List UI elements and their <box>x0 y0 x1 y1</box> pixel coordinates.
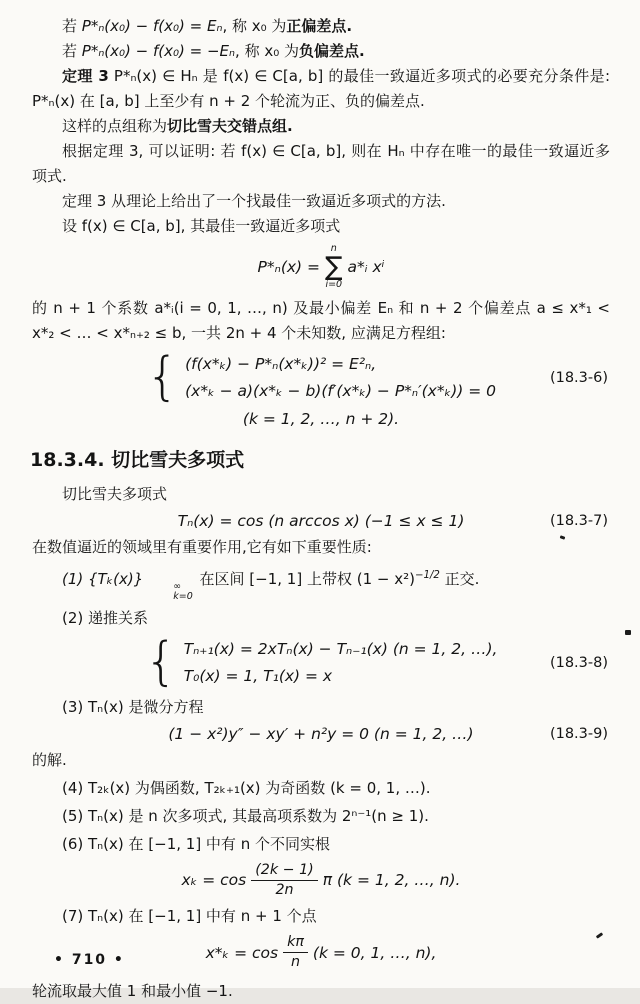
left-brace: { <box>146 347 180 408</box>
equation-body: (1 − x²)y″ − xy′ + n²y = 0 (n = 1, 2, …) <box>168 724 474 743</box>
paragraph-uniqueness: 根据定理 3, 可以证明: 若 f(x) ∈ C[a, b], 则在 Hₙ 中存在唯一的最佳一致逼近多项式. <box>32 142 610 185</box>
paragraph-chebyshev-lead: 切比雪夫多项式 <box>62 484 168 503</box>
equation-post: (k = 0, 1, …, n), <box>312 943 437 962</box>
paragraph-alternating: 轮流取最大值 1 和最小值 −1. <box>32 982 233 1001</box>
text-run: 若 <box>62 42 82 60</box>
fraction <box>283 934 308 971</box>
equation-number-18-3-6: (18.3-6) <box>549 370 608 387</box>
theorem-text: P*ₙ(x) ∈ Hₙ 是 f(x) ∈ C[a, b] 的最佳一致逼近多项式的必要充分条件是: P*ₙ(x) 在 [a, b] 上至少有 n + 2 个轮流为正、负的偏差点. <box>32 67 610 110</box>
property-item-6: (6) Tₙ(x) 在 [−1, 1] 中有 n 个不同实根 <box>62 834 330 853</box>
paragraph-solution: 的解. <box>32 750 67 769</box>
property-item-1 <box>32 563 610 603</box>
equation-system-block <box>144 632 498 693</box>
system-line-1: (f(x*ₖ) − P*ₙ(x*ₖ))² = E²ₙ, <box>185 354 377 373</box>
equation-pre: x*ₖ = cos <box>205 943 279 962</box>
paragraph-theorem-3 <box>32 64 610 114</box>
weight-exponent: −1/2 <box>414 569 440 581</box>
paragraph-importance: 在数值逼近的领域里有重要作用,它有如下重要性质: <box>32 537 372 556</box>
equation-18-3-8 <box>32 632 610 693</box>
system-line-2: T₀(x) = 1, T₁(x) = x <box>183 666 333 685</box>
equation-lhs: P*ₙ(x) = <box>257 258 321 277</box>
set-limits <box>143 582 193 603</box>
text-run: , 称 x₀ 为 <box>235 42 299 60</box>
math-run: (1) {Tₖ(x)} <box>62 569 144 588</box>
summation-lower-limit: i=0 <box>325 279 343 291</box>
paragraph-negative-deviation <box>32 39 610 64</box>
equation-18-3-6 <box>32 347 610 432</box>
equation-system-block <box>146 347 496 432</box>
equation-number-18-3-8: (18.3-8) <box>549 654 608 671</box>
text-run: 这样的点组称为 <box>62 117 168 135</box>
property-item-7: (7) Tₙ(x) 在 [−1, 1] 中有 n + 1 个点 <box>62 906 317 925</box>
property-item-5: (5) Tₙ(x) 是 n 次多项式, 其最高项系数为 2ⁿ⁻¹(n ≥ 1). <box>62 806 429 825</box>
system-line-2: (x*ₖ − a)(x*ₖ − b)(f′(x*ₖ) − P*ₙ′(x*ₖ)) = 0 <box>185 381 496 400</box>
fraction-numerator: kπ <box>283 934 308 953</box>
left-brace: { <box>144 632 178 693</box>
property-item-4: (4) T₂ₖ(x) 为偶函数, T₂ₖ₊₁(x) 为奇函数 (k = 0, 1, …). <box>62 778 431 797</box>
equation-post: π (k = 1, 2, …, n). <box>322 871 461 890</box>
sigma-symbol: ∑ <box>325 252 343 283</box>
paragraph-alternation-set <box>32 114 610 139</box>
term-chebyshev-alternation-set: 切比雪夫交错点组. <box>167 117 293 135</box>
summation <box>325 244 343 291</box>
text-run: 若 <box>62 17 82 35</box>
term-negative-deviation-point: 负偏差点. <box>299 42 365 60</box>
text-run: 正交. <box>439 569 480 588</box>
term-positive-deviation-point: 正偏差点. <box>286 17 353 35</box>
equation-18-3-7 <box>32 512 610 530</box>
paragraph-method: 定理 3 从理论上给出了一个找最佳一致逼近多项式的方法. <box>62 192 446 210</box>
page-number-footer: • 710 • <box>54 952 125 968</box>
paragraph-setup: 设 f(x) ∈ C[a, b], 其最佳一致逼近多项式 <box>62 217 341 235</box>
equation-rhs: a*ᵢ xⁱ <box>347 258 385 277</box>
text-run: 在区间 [−1, 1] 上带权 (1 − x²) <box>194 569 415 588</box>
section-heading-18-3-4: 18.3.4. 切比雪夫多项式 <box>30 448 245 471</box>
equation-body: Tₙ(x) = cos (n arccos x) (−1 ≤ x ≤ 1) <box>177 511 465 530</box>
summation-upper-limit: n <box>330 243 337 254</box>
paragraph-positive-deviation <box>32 14 610 39</box>
fraction-numerator: (2k − 1) <box>251 862 318 881</box>
scan-speck <box>625 630 631 635</box>
fraction-denominator: n <box>290 954 301 971</box>
system-condition: (k = 1, 2, …, n + 2). <box>242 409 400 428</box>
equation-roots <box>32 862 610 899</box>
set-lower-limit: k=0 <box>173 591 193 603</box>
equation-pre: xₖ = cos <box>181 871 247 890</box>
paragraph-unknowns: 的 n + 1 个系数 a*ᵢ(i = 0, 1, …, n) 及最小偏差 Eₙ 和 n + 2 个偏差点 a ≤ x*₁ < x*₂ < … < x*ₙ₊₂ ≤ b, 一共 2n + 4 个未知数, 应满足方程组: <box>32 298 610 342</box>
system-line-1: Tₙ₊₁(x) = 2xTₙ(x) − Tₙ₋₁(x) (n = 1, 2, …), <box>183 639 498 658</box>
equation-number-18-3-9: (18.3-9) <box>549 725 608 742</box>
set-upper-limit: ∞ <box>173 580 182 592</box>
text-run: , 称 x₀ 为 <box>222 17 287 35</box>
fraction <box>251 862 318 899</box>
fraction-denominator: 2n <box>275 881 294 898</box>
property-item-2: (2) 递推关系 <box>62 608 149 627</box>
property-item-3: (3) Tₙ(x) 是微分方程 <box>62 697 204 716</box>
equation-best-approx-poly <box>32 244 610 291</box>
math-run: P*ₙ(x₀) − f(x₀) = Eₙ <box>81 17 223 35</box>
equation-number-18-3-7: (18.3-7) <box>549 512 608 529</box>
equation-18-3-9 <box>32 725 610 743</box>
math-run: P*ₙ(x₀) − f(x₀) = −Eₙ <box>81 42 236 60</box>
theorem-label: 定理 3 <box>62 67 109 85</box>
